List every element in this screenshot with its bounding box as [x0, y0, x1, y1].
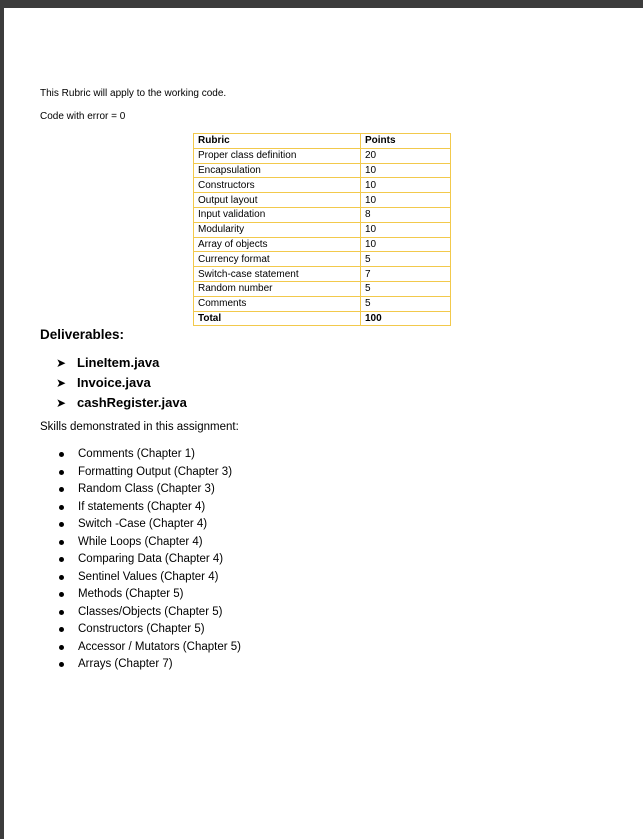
- list-item: [59, 464, 241, 482]
- skill-label: Switch -Case (Chapter 4): [78, 518, 208, 530]
- skill-label: Formatting Output (Chapter 3): [78, 465, 233, 478]
- list-item: [56, 393, 187, 413]
- table-row: [194, 281, 451, 296]
- list-item: [59, 639, 241, 657]
- rubric-item: Switch-case statement: [194, 267, 361, 282]
- list-item: [59, 569, 241, 587]
- rubric-points: 10: [361, 163, 451, 178]
- list-item: [56, 373, 187, 393]
- bullet-icon: [59, 662, 64, 667]
- deliverables-list: [56, 353, 187, 413]
- rubric-total-label: Total: [194, 311, 361, 326]
- deliverables-heading: Deliverables:: [40, 327, 125, 342]
- bullet-icon: [59, 575, 64, 580]
- list-item: [59, 656, 241, 674]
- list-item: [59, 621, 241, 639]
- rubric-points: 10: [361, 237, 451, 252]
- rubric-item: Modularity: [194, 222, 361, 237]
- skill-label: Arrays (Chapter 7): [78, 658, 173, 670]
- rubric-total-row: [194, 311, 451, 326]
- table-row: [194, 296, 451, 311]
- list-item: [59, 534, 241, 552]
- list-item: [59, 604, 241, 622]
- bullet-icon: [59, 592, 64, 597]
- rubric-item: Currency format: [194, 252, 361, 267]
- skill-label: Comments (Chapter 1): [78, 448, 195, 460]
- rubric-header-row: [194, 134, 451, 149]
- list-item: [59, 499, 241, 517]
- skills-heading: Skills demonstrated in this assignment:: [40, 421, 239, 433]
- rubric-points: 5: [361, 281, 451, 296]
- table-row: [194, 163, 451, 178]
- skill-label: Comparing Data (Chapter 4): [78, 553, 224, 565]
- bullet-icon: [59, 487, 64, 492]
- rubric-points: 20: [361, 148, 451, 163]
- bullet-icon: [59, 505, 64, 510]
- rubric-points: 5: [361, 252, 451, 267]
- rubric-header-points: Points: [361, 134, 451, 149]
- skills-list: [59, 446, 241, 674]
- table-row: [194, 267, 451, 282]
- list-item: [59, 481, 241, 499]
- arrow-bullet-icon: ➤: [56, 356, 67, 370]
- rubric-item: Encapsulation: [194, 163, 361, 178]
- skill-label: While Loops (Chapter 4): [78, 535, 203, 548]
- deliverable-file: LineItem.java: [77, 355, 160, 370]
- rubric-points: 10: [361, 222, 451, 237]
- rubric-item: Comments: [194, 296, 361, 311]
- rubric-header-item: Rubric: [194, 134, 361, 149]
- rubric-item: Random number: [194, 281, 361, 296]
- table-row: [194, 222, 451, 237]
- list-item: [56, 353, 187, 373]
- bullet-icon: [59, 627, 64, 632]
- rubric-item: Constructors: [194, 178, 361, 193]
- bullet-icon: [59, 452, 64, 457]
- skill-label: Sentinel Values (Chapter 4): [78, 570, 219, 583]
- rubric-intro-text: This Rubric will apply to the working code.: [40, 88, 227, 99]
- list-item: [59, 516, 241, 534]
- list-item: [59, 551, 241, 569]
- rubric-table: [193, 133, 451, 326]
- skill-label: If statements (Chapter 4): [78, 500, 206, 513]
- bullet-icon: [59, 522, 64, 527]
- document-page: [4, 8, 643, 839]
- rubric-item: Input validation: [194, 207, 361, 222]
- bullet-icon: [59, 540, 64, 545]
- table-row: [194, 148, 451, 163]
- rubric-item: Proper class definition: [194, 148, 361, 163]
- skill-label: Constructors (Chapter 5): [78, 623, 205, 635]
- rubric-item: Output layout: [194, 193, 361, 208]
- deliverable-file: Invoice.java: [77, 375, 151, 390]
- table-row: [194, 207, 451, 222]
- rubric-points: 10: [361, 178, 451, 193]
- rubric-points: 8: [361, 207, 451, 222]
- rubric-item: Array of objects: [194, 237, 361, 252]
- list-item: [59, 586, 241, 604]
- rubric-total-points: 100: [361, 311, 451, 326]
- code-error-text: Code with error = 0: [40, 111, 126, 122]
- table-row: [194, 178, 451, 193]
- rubric-points: 7: [361, 267, 451, 282]
- bullet-icon: [59, 557, 64, 562]
- table-row: [194, 252, 451, 267]
- skill-label: Methods (Chapter 5): [78, 588, 184, 600]
- table-row: [194, 237, 451, 252]
- deliverable-file: cashRegister.java: [77, 395, 187, 410]
- rubric-points: 5: [361, 296, 451, 311]
- list-item: [59, 446, 241, 464]
- bullet-icon: [59, 645, 64, 650]
- skill-label: Classes/Objects (Chapter 5): [78, 605, 223, 618]
- bullet-icon: [59, 470, 64, 475]
- skill-label: Accessor / Mutators (Chapter 5): [78, 640, 241, 653]
- table-row: [194, 193, 451, 208]
- bullet-icon: [59, 610, 64, 615]
- arrow-bullet-icon: ➤: [56, 376, 67, 390]
- arrow-bullet-icon: ➤: [56, 396, 67, 410]
- skill-label: Random Class (Chapter 3): [78, 483, 215, 495]
- rubric-points: 10: [361, 193, 451, 208]
